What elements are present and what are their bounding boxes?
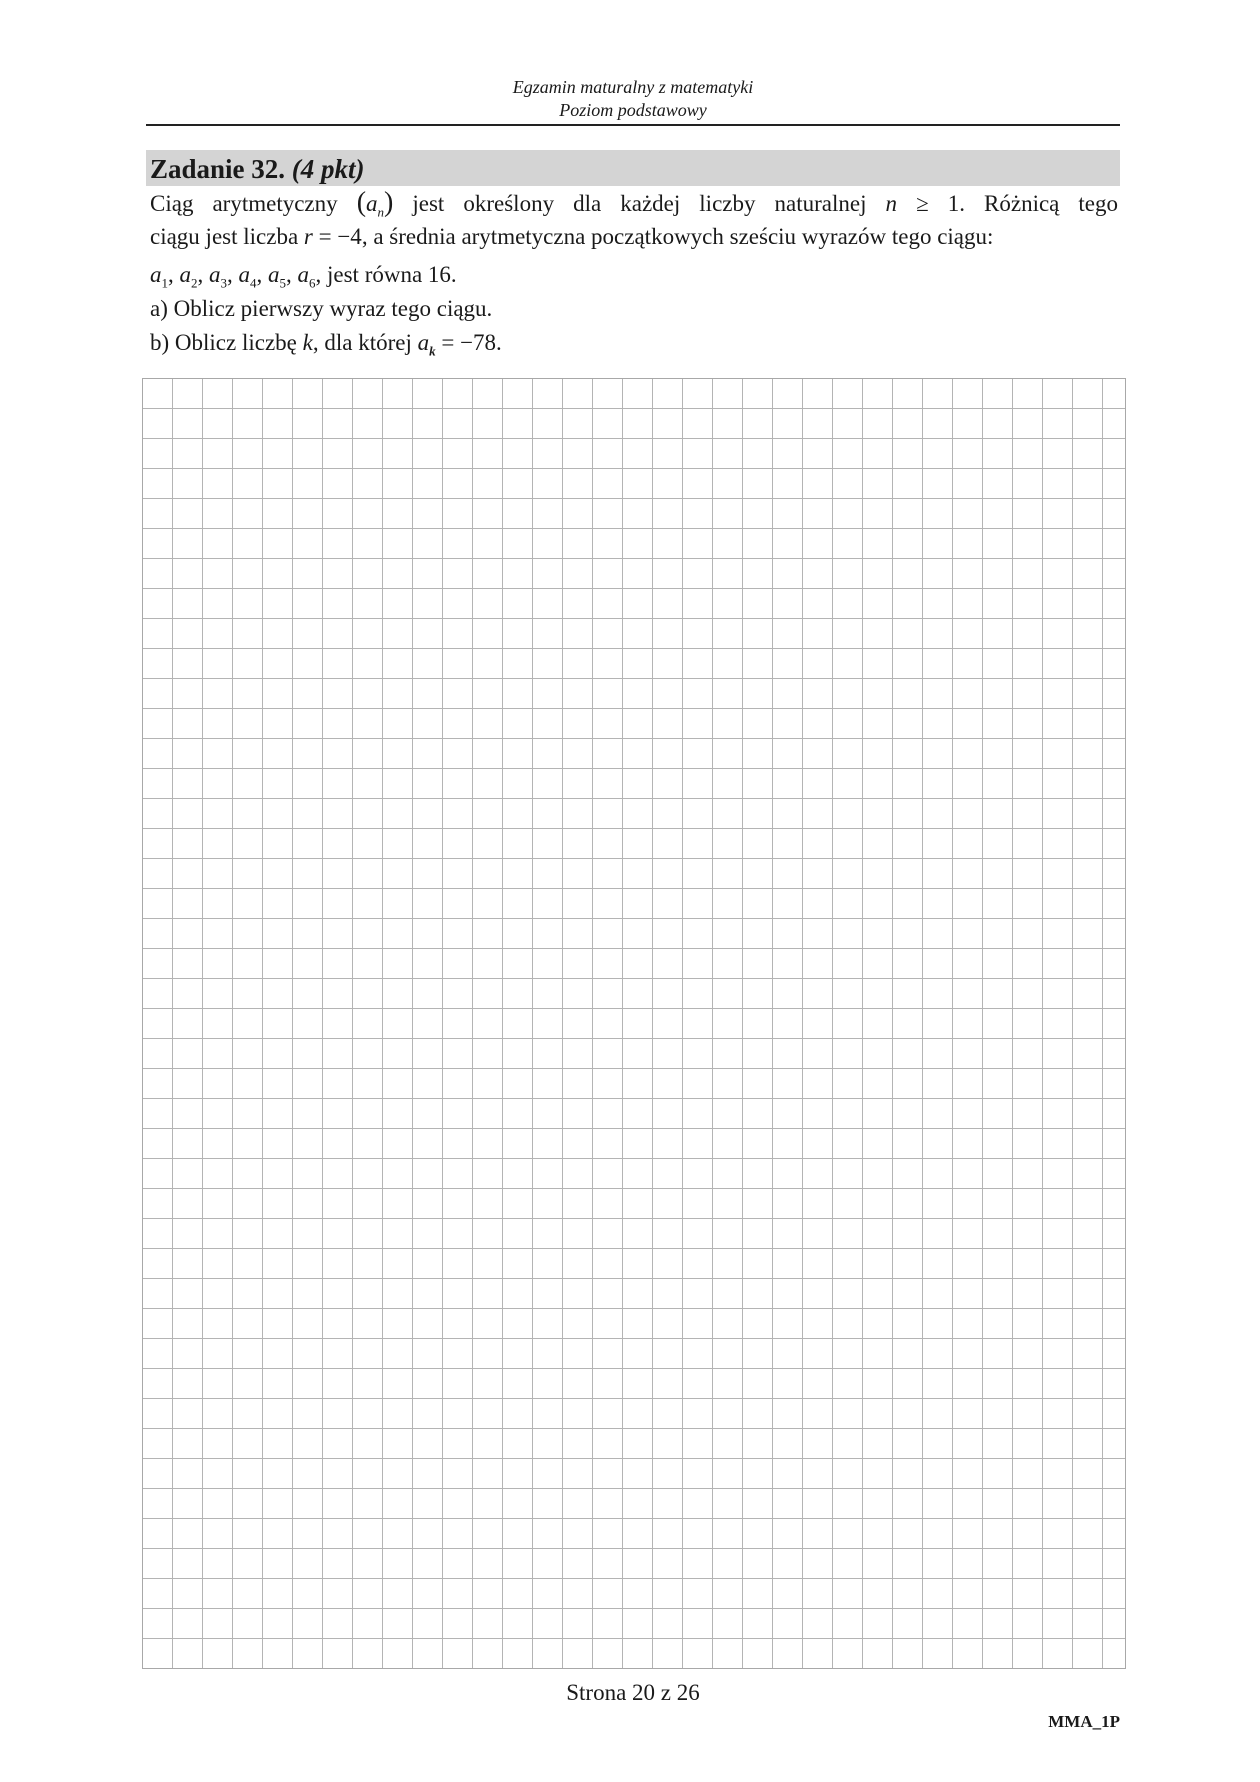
task-number: Zadanie 32.	[150, 154, 286, 184]
page-header	[146, 76, 1120, 122]
answer-grid[interactable]	[142, 378, 1126, 1669]
task-part-b: b) Oblicz liczbę k, dla której $a_k = -78$.	[150, 330, 502, 359]
task-heading	[150, 152, 365, 186]
header-divider	[146, 124, 1120, 126]
exam-code: MMA_1P	[1048, 1712, 1120, 1731]
page-number: Strona 20 z 26	[566, 1680, 700, 1705]
exam-title: Egzamin maturalny z matematyki	[512, 77, 754, 97]
task-points: (4 pkt)	[291, 154, 365, 184]
exam-level: Poziom podstawowy	[559, 100, 707, 120]
task-text-line-1: Ciąg arytmetyczny $(a_n)$ jest określony dla każdej liczby naturalnej n ≥ 1. Różnicą tego	[150, 187, 1119, 220]
task-text-line-3: $a_1$, $a_2$, $a_3$, $a_4$, $a_5$, $a_6$, jest równa 16.	[150, 262, 457, 291]
task-part-a: a) Oblicz pierwszy wyraz tego ciągu.	[150, 296, 493, 321]
task-text-line-2: ciągu jest liczba r = −4, a średnia arytmetyczna początkowych sześciu wyrazów tego ciągu:	[150, 224, 994, 249]
